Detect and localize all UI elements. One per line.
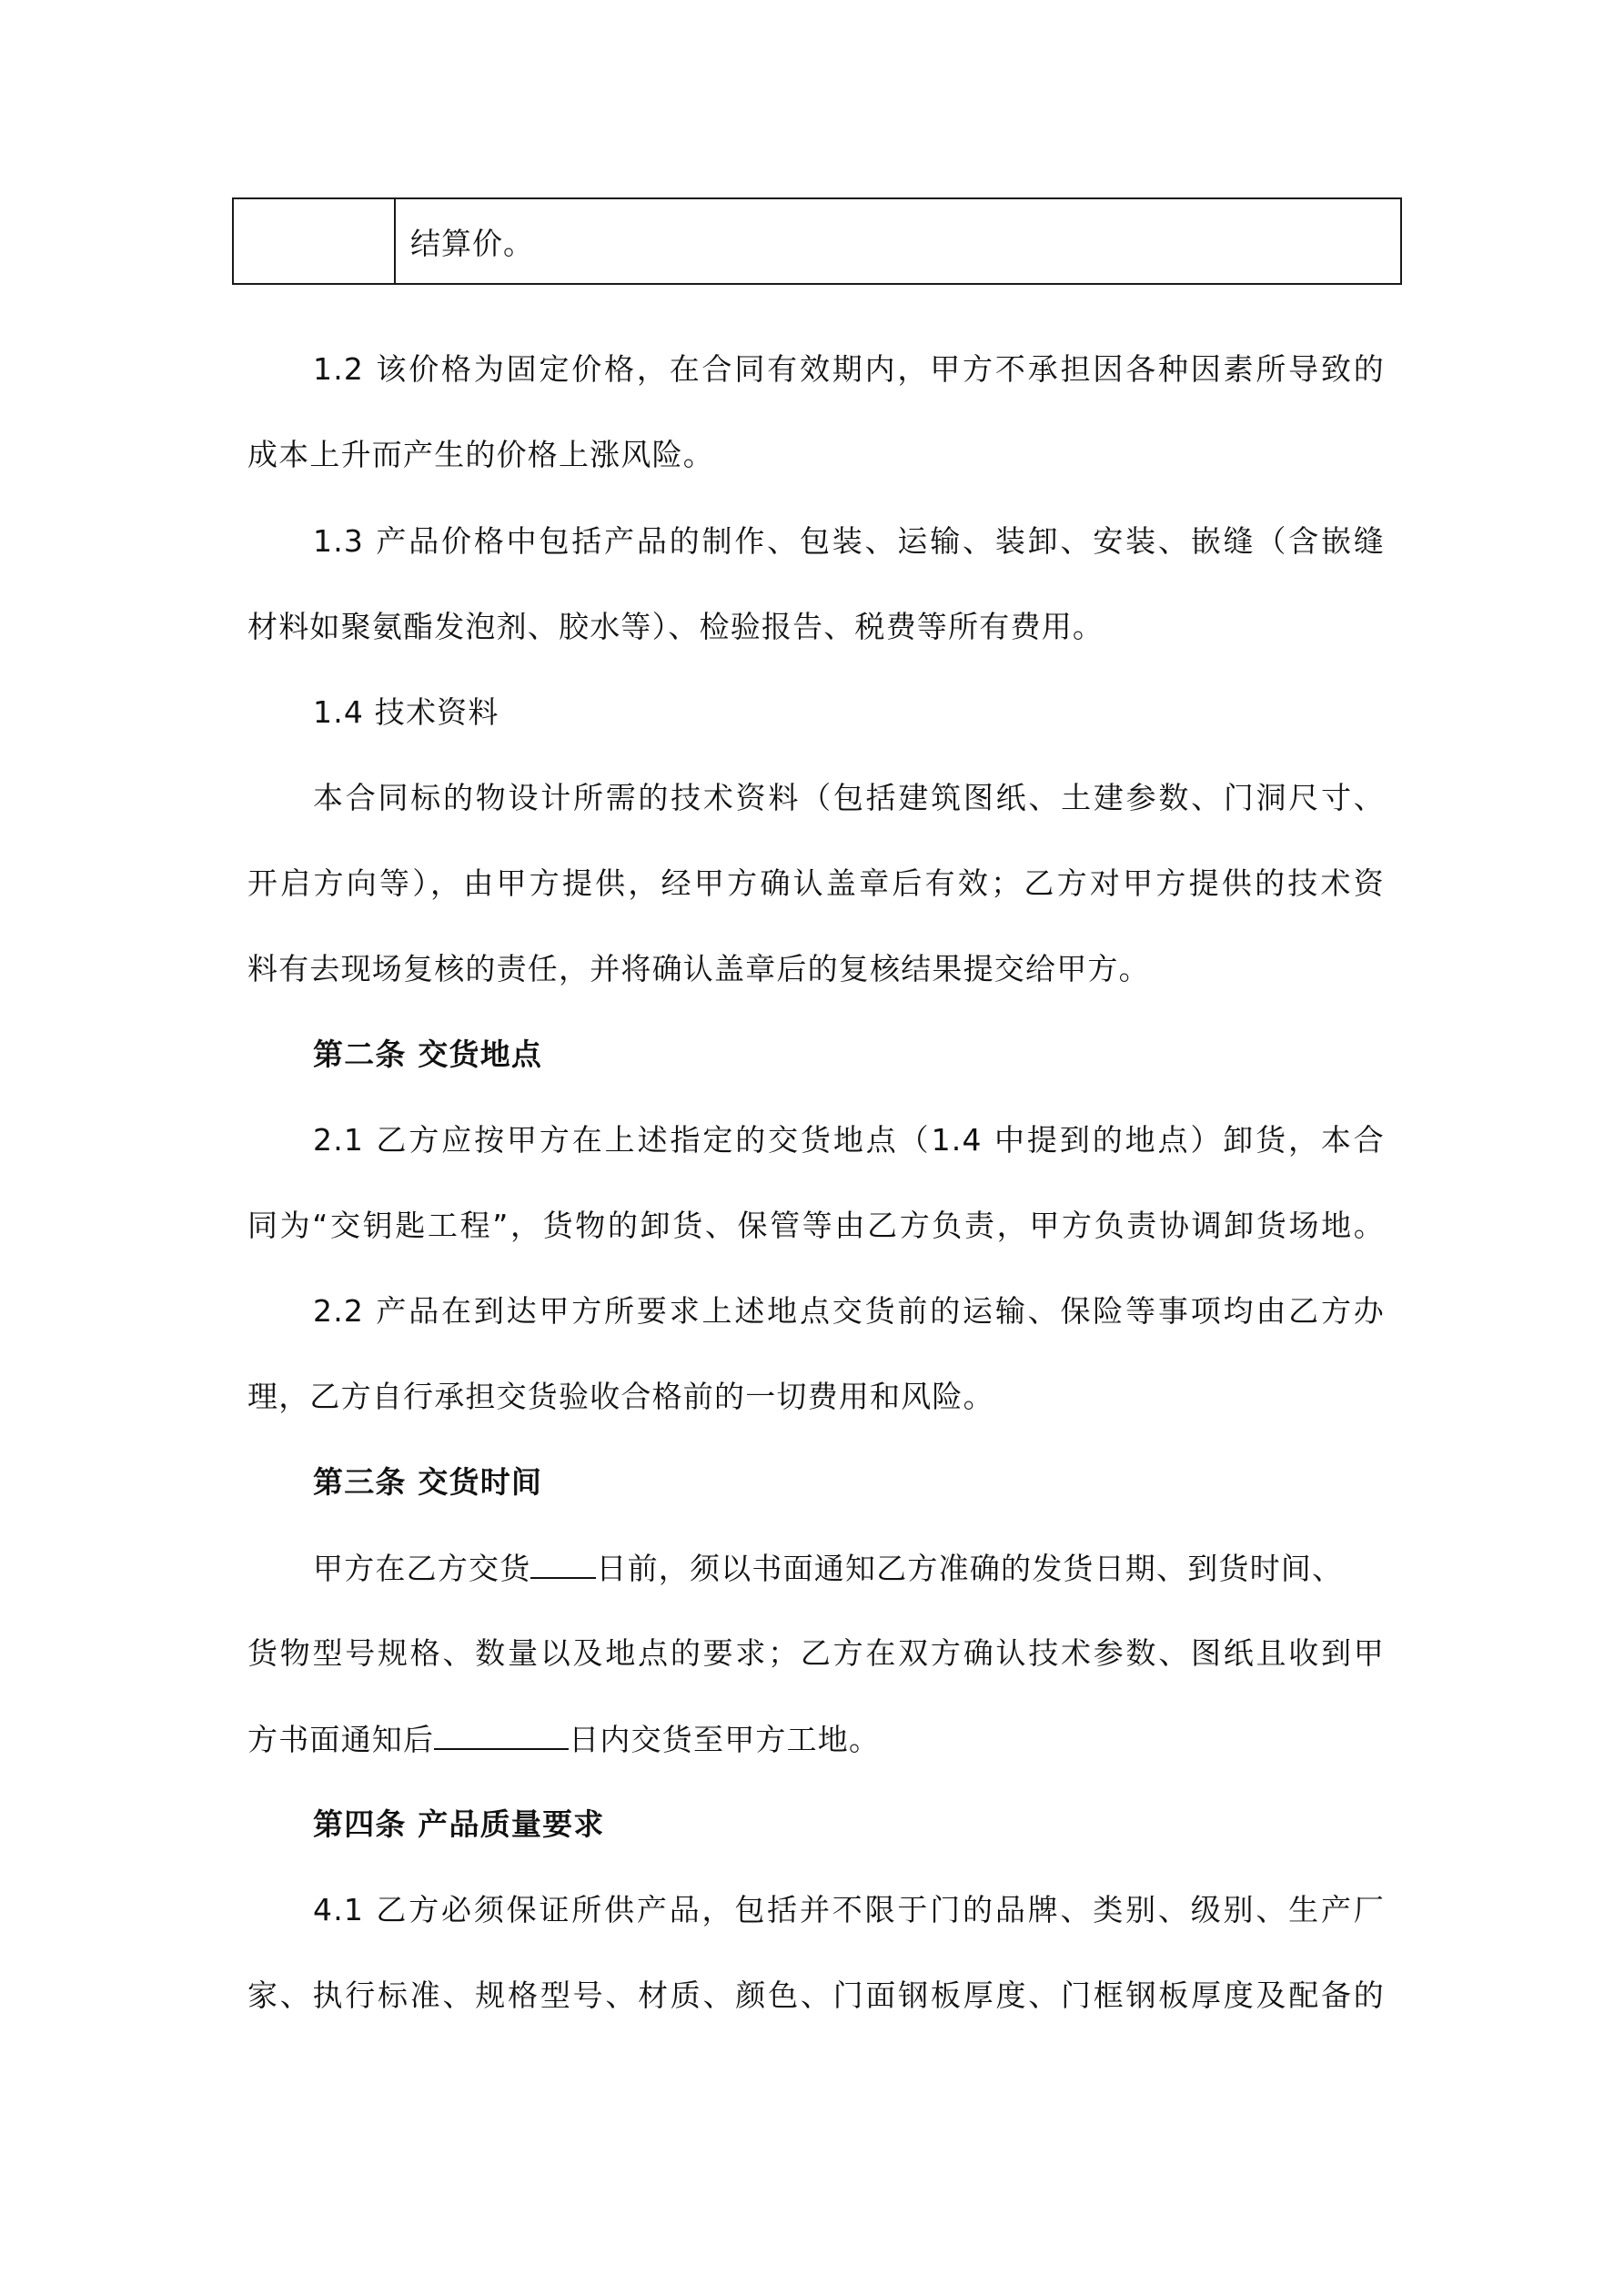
article-3-line-3-part-b: 日内交货至甲方工地。 [569,1722,881,1757]
clause-2-1-line-2: 同为“交钥匙工程”，货物的卸货、保管等由乙方负责，甲方负责协调卸货场地。 [247,1208,1385,1243]
clause-1-4-title: 1.4 技术资料 [313,694,499,730]
article-3-line-2: 货物型号规格、数量以及地点的要求；乙方在双方确认技术参数、图纸且收到甲 [247,1635,1385,1671]
clause-2-1-line-1: 2.1 乙方应按甲方在上述指定的交货地点（1.4 中提到的地点）卸货，本合 [313,1122,1385,1158]
article-3-line-1 [313,1550,1343,1587]
clause-1-3-line-1: 1.3 产品价格中包括产品的制作、包装、运输、装卸、安装、嵌缝（含嵌缝 [313,523,1385,559]
article-2-heading: 第二条 交货地点 [313,1037,543,1072]
clause-1-4-line-2: 开启方向等），由甲方提供，经甲方确认盖章后有效；乙方对甲方提供的技术资 [247,865,1385,901]
clause-4-1-line-2: 家、执行标准、规格型号、材质、颜色、门面钢板厚度、门框钢板厚度及配备的 [247,1977,1385,2013]
blank-fill-days-before[interactable] [530,1550,596,1579]
clause-1-3-line-2: 材料如聚氨酯发泡剂、胶水等）、检验报告、税费等所有费用。 [247,609,1105,644]
article-4-heading: 第四条 产品质量要求 [313,1806,605,1842]
clause-1-4-line-1: 本合同标的物设计所需的技术资料（包括建筑图纸、土建参数、门洞尺寸、 [313,780,1385,815]
clause-4-1-line-1: 4.1 乙方必须保证所供产品，包括并不限于门的品牌、类别、级别、生产厂 [313,1892,1385,1927]
article-3-line-1-part-a: 甲方在乙方交货 [313,1551,531,1586]
article-3-line-3-part-a: 方书面通知后 [247,1722,435,1757]
table-cell-empty [234,199,396,283]
blank-fill-delivery-days[interactable] [434,1721,569,1750]
article-3-line-1-part-b: 日前，须以书面通知乙方准确的发货日期、到货时间、 [596,1551,1344,1586]
clause-2-2-line-2: 理，乙方自行承担交货验收合格前的一切费用和风险。 [247,1379,994,1414]
article-3-heading: 第三条 交货时间 [313,1464,543,1500]
clause-1-2-line-2: 成本上升而产生的价格上涨风险。 [247,437,714,472]
clause-2-2-line-1: 2.2 产品在到达甲方所要求上述地点交货前的运输、保险等事项均由乙方办 [313,1293,1385,1329]
clause-1-2-line-1: 1.2 该价格为固定价格，在合同有效期内，甲方不承担因各种因素所导致的 [313,351,1385,387]
price-table-fragment [232,197,1402,285]
article-3-line-3 [247,1721,880,1758]
clause-1-4-line-3: 料有去现场复核的责任，并将确认盖章后的复核结果提交给甲方。 [247,951,1150,986]
table-cell-settlement-price: 结算价。 [410,225,534,261]
